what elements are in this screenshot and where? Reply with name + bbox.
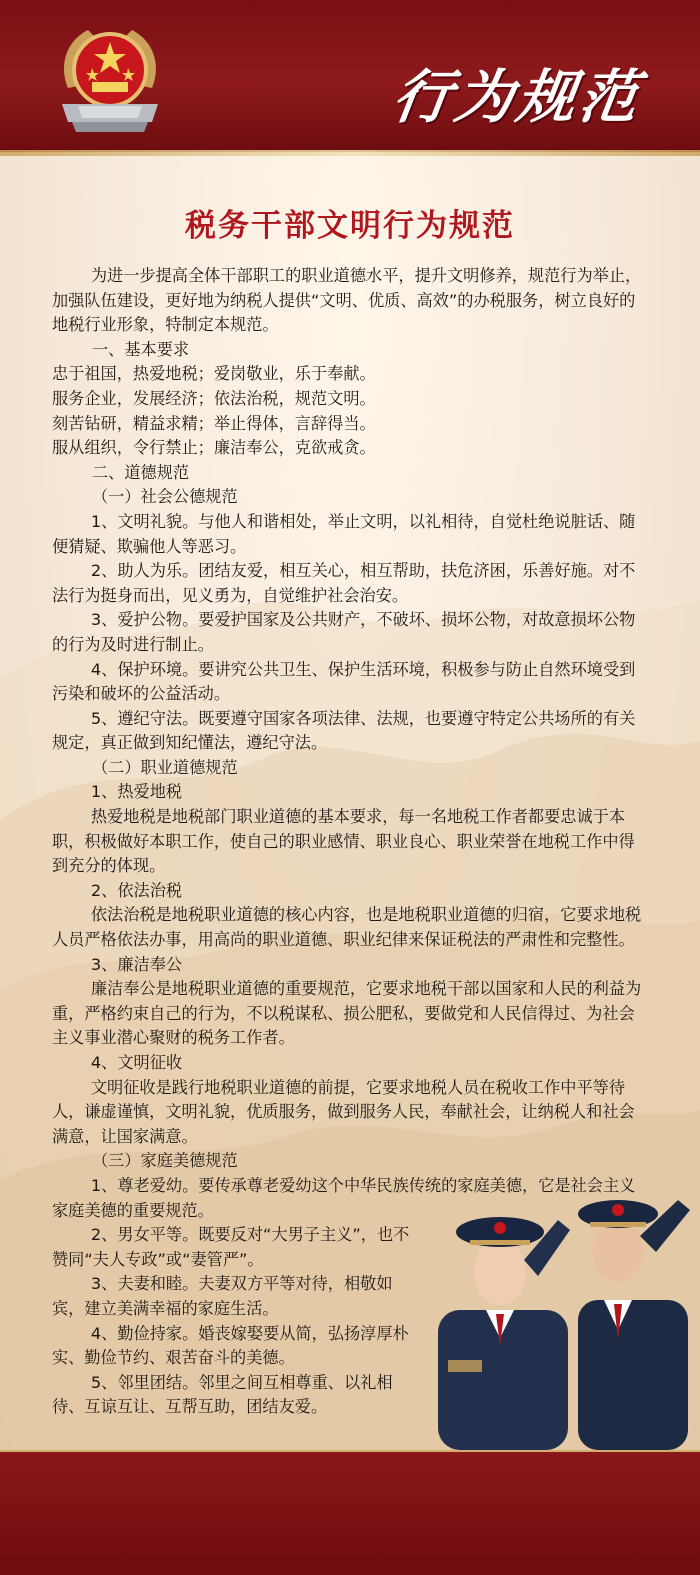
requirement-line: 刻苦钻研，精益求精；举止得体，言辞得当。 [52,413,376,433]
intro-paragraph: 为进一步提高全体干部职工的职业道德水平，提升文明修养，规范行为举止，加强队伍建设，更好地为纳税人提供“文明、优质、高效”的办税服务，树立良好的地税行业形象，特制定本规范。 [52,266,642,335]
item-title: 3、廉洁奉公 [90,954,183,974]
list-item: 3、爱护公物。要爱护国家及公共财产，不破坏、损坏公物，对故意损坏公物的行为及时进行制止。 [52,610,636,654]
item-text: 文明征收是践行地税职业道德的前提，它要求地税人员在税收工作中平等待人，谦虚谨慎，文明礼貌，优质服务，做到服务人民，奉献社会，让纳税人和社会满意，让国家满意。 [52,1077,635,1146]
item-title: 4、文明征收 [90,1053,183,1072]
subsection-heading: （二）职业道德规范 [92,757,238,777]
item-title: 1、热爱地税 [90,782,183,802]
subsection-heading: （三）家庭美德规范 [92,1151,238,1171]
list-item: 3、夫妻和睦。夫妻双方平等对待，相敬如宾，建立美满幸福的家庭生活。 [52,1274,393,1318]
requirement-line: 服从组织，令行禁止；廉洁奉公，克欲戒贪。 [52,438,376,458]
national-tax-emblem-icon [48,18,172,142]
saluting-tax-officers-photo [428,1180,700,1450]
list-item: 4、保护环境。要讲究公共卫生、保护生活环境，积极参与防止自然环境受到污染和破坏的公益活动。 [52,659,636,704]
footer-banner [0,1452,700,1575]
list-item: 5、邻里团结。邻里之间互相尊重、以礼相待、互谅互让、互帮互助，团结友爱。 [52,1372,393,1417]
requirement-line: 忠于祖国，热爱地税；爱岗敬业，乐于奉献。 [52,364,376,384]
header-divider [0,150,700,156]
header-banner [0,0,700,152]
item-text: 廉洁奉公是地税职业道德的重要规范，它要求地税干部以国家和人民的利益为重，严格约束自己的行为，不以税谋私、损公肥私，要做党和人民信得过、为社会主义事业潜心聚财的税务工作者。 [52,979,642,1048]
list-item: 5、遵纪守法。既要遵守国家各项法律、法规，也要遵守特定公共场所的有关规定，真正做到知纪懂法，遵纪守法。 [52,708,636,753]
list-item: 1、文明礼貌。与他人和谐相处，举止文明，以礼相待，自觉杜绝说脏话、随便猜疑、欺骗他人等恶习。 [52,511,636,556]
list-item: 1、尊老爱幼。要传承尊老爱幼这个中华民族传统的家庭美德，它是社会主义家庭美德的重要规范。 [52,1175,636,1220]
page-title: 税务干部文明行为规范 [185,208,515,244]
subsection-heading: （一）社会公德规范 [92,487,238,507]
item-text: 依法治税是地税职业道德的核心内容，也是地税职业道德的归宿，它要求地税人员严格依法办事，用高尚的职业道德、职业纪律来保证税法的严肃性和完整性。 [52,905,642,950]
section-heading: 一、基本要求 [92,339,190,359]
header-calligraphy: 行为规范 [388,63,647,131]
item-title: 2、依法治税 [90,880,183,900]
section-heading: 二、道德规范 [92,462,190,482]
list-item: 4、勤俭持家。婚丧嫁娶要从简，弘扬淳厚朴实、勤俭节约、艰苦奋斗的美德。 [52,1323,409,1368]
requirement-line: 服务企业，发展经济；依法治税，规范文明。 [52,388,376,408]
list-item: 2、助人为乐。团结友爱，相互关心，相互帮助，扶危济困，乐善好施。对不法行为挺身而出，见义勇为，自觉维护社会治安。 [52,561,636,605]
item-text: 热爱地税是地税部门职业道德的基本要求，每一名地税工作者都要忠诚于本职，积极做好本职工作，使自己的职业感情、职业良心、职业荣誉在地税工作中得到充分的体现。 [52,807,635,876]
list-item: 2、男女平等。既要反对“大男子主义”，也不赞同“夫人专政”或“妻管严”。 [52,1225,410,1269]
